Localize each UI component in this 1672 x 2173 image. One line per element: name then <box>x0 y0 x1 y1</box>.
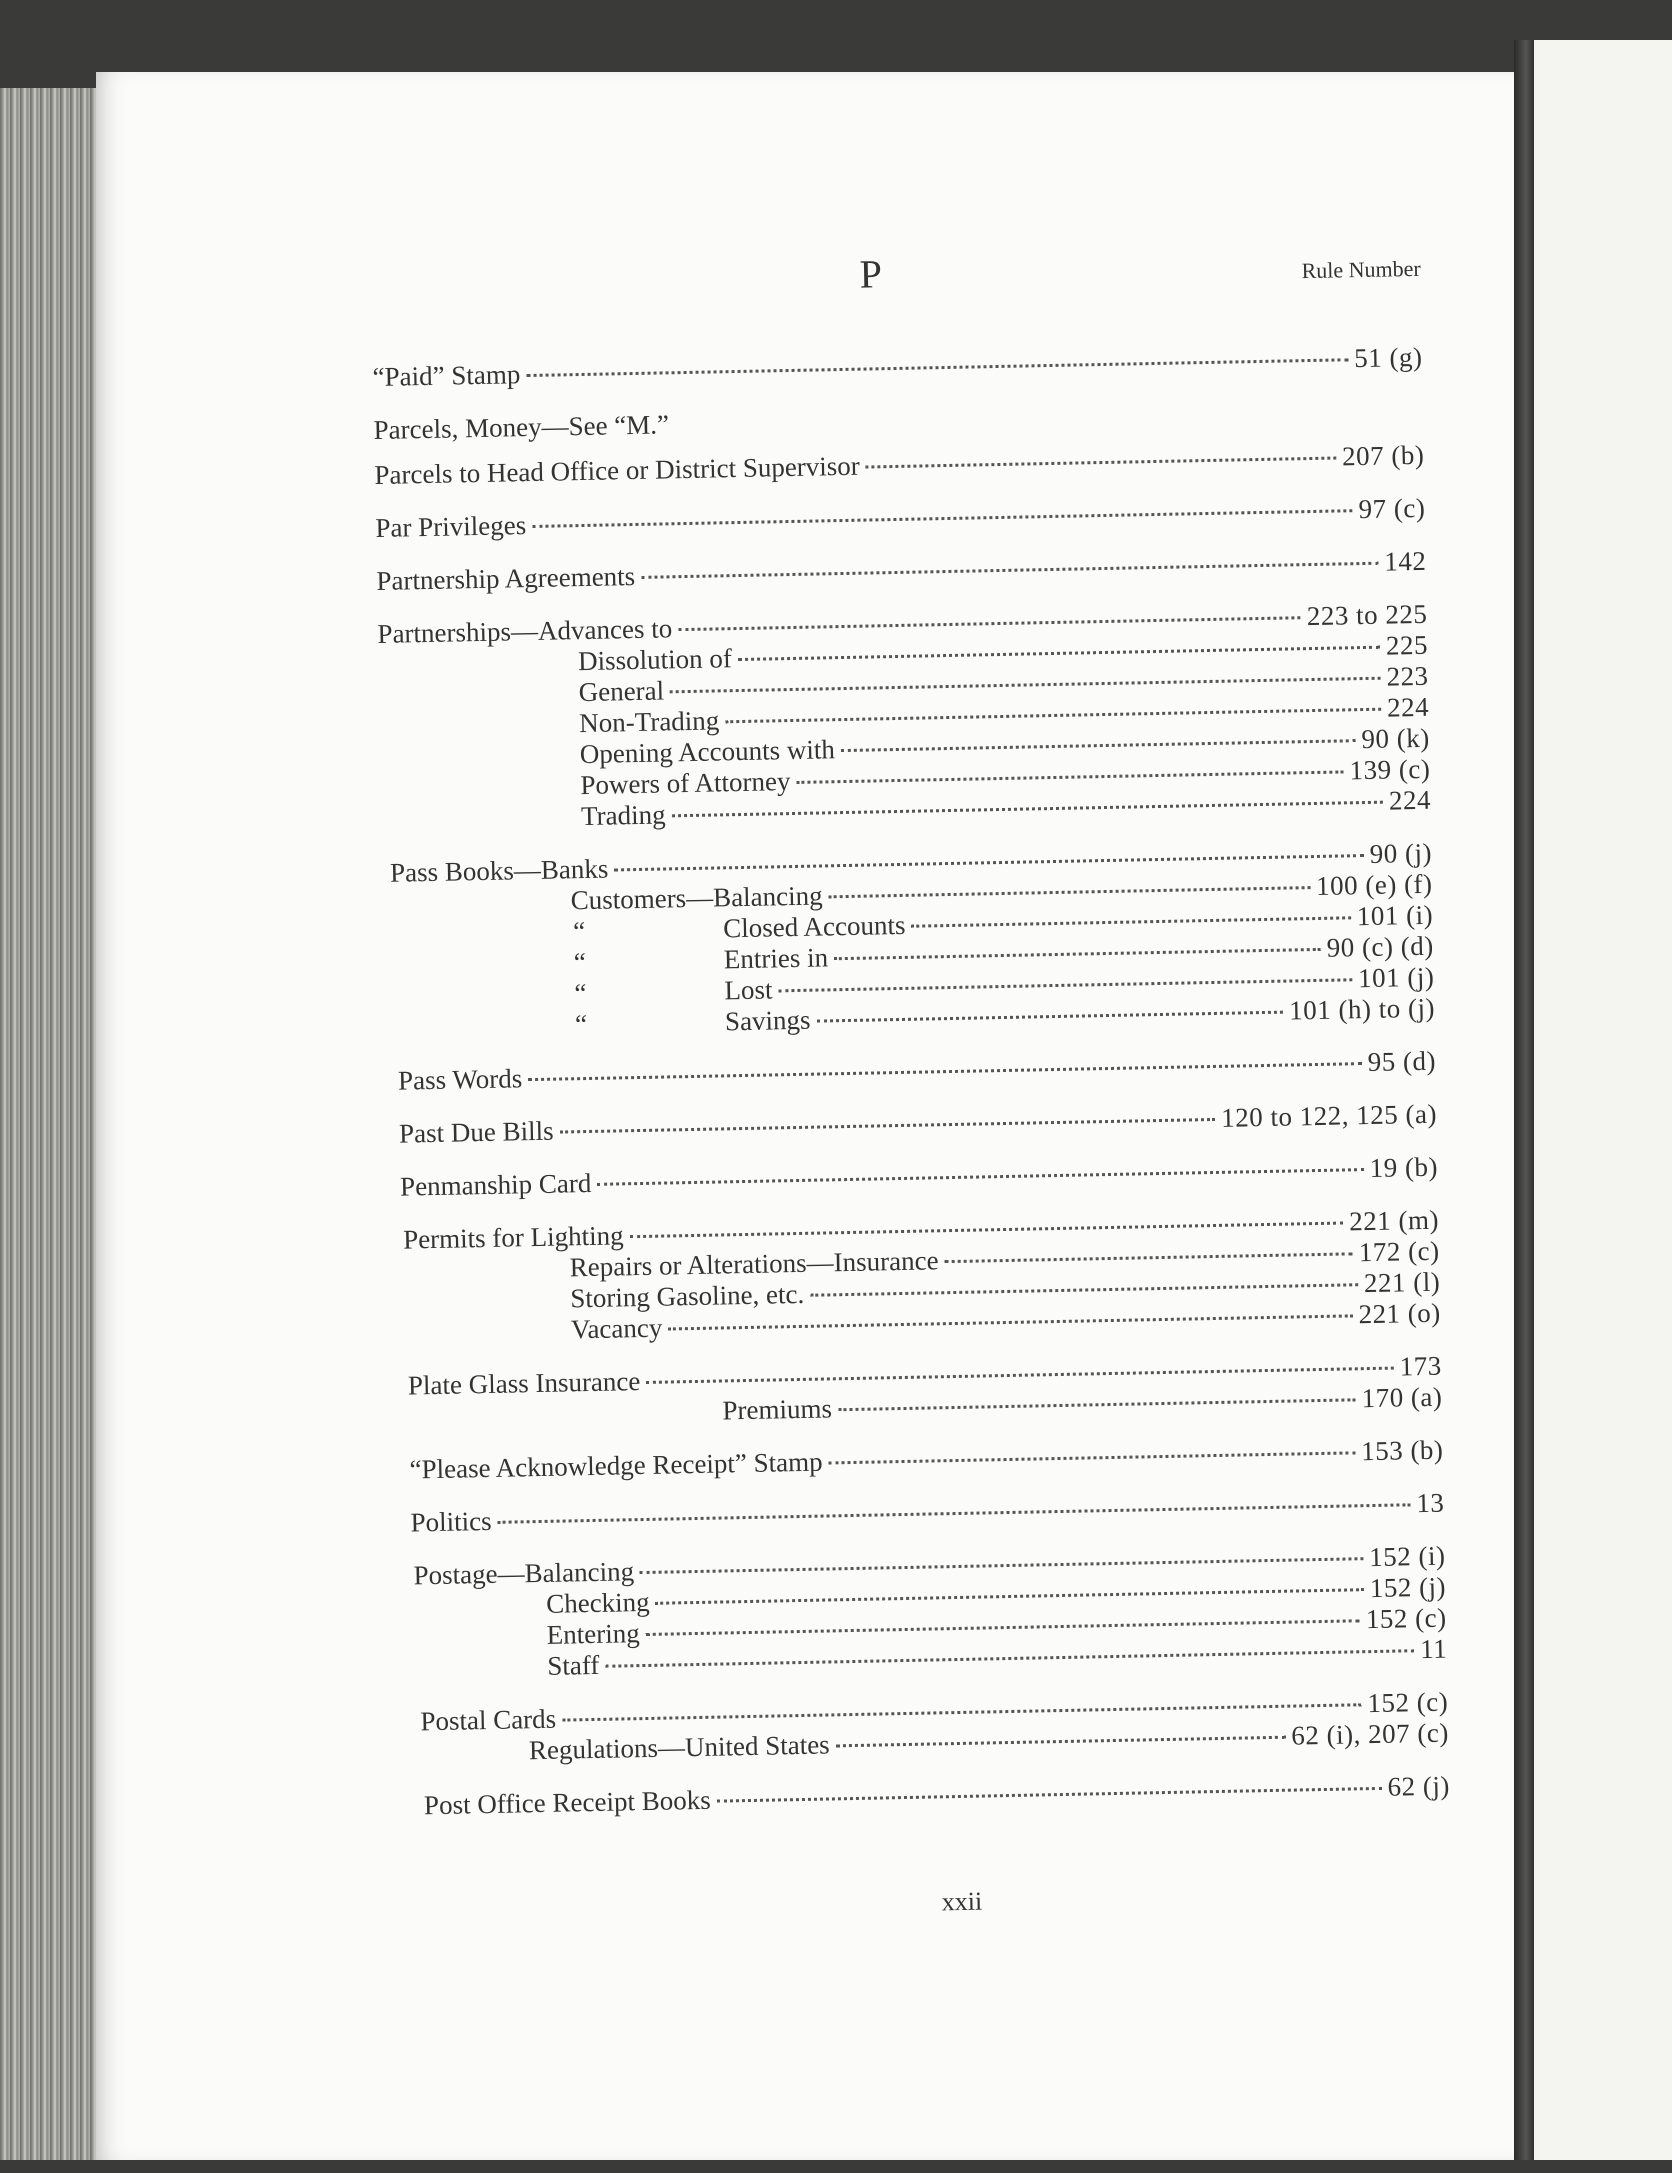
entry-subheading: Dissolution of <box>577 643 733 677</box>
entry-heading: Past Due Bills <box>398 1115 554 1149</box>
index-entry <box>388 1152 1438 1203</box>
page-content <box>77 58 1535 2173</box>
dot-leader <box>646 1367 1393 1384</box>
dot-leader <box>841 739 1356 752</box>
entry-subheading: Closed Accounts <box>722 909 906 944</box>
rule-number: 152 (c) <box>1365 1602 1447 1635</box>
entry-heading: Pass Words <box>397 1063 523 1096</box>
entry-heading: Partnerships— <box>377 615 539 649</box>
book-page <box>96 72 1514 2160</box>
dot-leader <box>678 616 1301 631</box>
entry-heading: “Paid” Stamp <box>372 359 521 392</box>
rule-number: 225 <box>1385 629 1429 661</box>
dot-leader <box>528 1062 1362 1081</box>
dot-leader <box>817 1011 1284 1023</box>
entry-heading: Penmanship Card <box>399 1167 592 1202</box>
entry-heading: Politics <box>410 1505 492 1538</box>
rule-number: 100 (e) (f) <box>1315 868 1433 901</box>
dot-leader <box>630 1222 1344 1239</box>
rule-number: 221 (m) <box>1348 1204 1440 1237</box>
index-entry <box>393 1435 1443 1486</box>
rule-number: 224 <box>1386 691 1430 723</box>
entry-heading: Postal <box>420 1704 494 1737</box>
entry-heading: Plate Glass Insurance <box>407 1366 641 1401</box>
dot-leader <box>810 1283 1358 1297</box>
dot-leader <box>562 1703 1361 1721</box>
entry-subheading: Powers of Attorney <box>580 766 791 801</box>
entry-subheading: Non-Trading <box>578 705 720 739</box>
dot-leader <box>834 948 1321 960</box>
entry-subheading: Savings <box>724 1004 811 1037</box>
entry-heading: Par Privileges <box>375 510 527 543</box>
ditto-mark: “ <box>574 978 587 1009</box>
dot-leader <box>945 1252 1353 1263</box>
ditto-mark: “ <box>574 1009 588 1040</box>
ditto-mark: “ <box>572 916 586 947</box>
rule-number: 152 (j) <box>1369 1571 1447 1604</box>
entry-subheading: Trading <box>580 799 666 832</box>
dot-leader <box>838 1398 1356 1411</box>
dot-leader <box>725 708 1381 724</box>
index-entry <box>375 493 1425 544</box>
dot-leader <box>532 509 1352 528</box>
dot-leader <box>646 1619 1360 1636</box>
entry-subheading: Storing Gasoline, etc. <box>570 1278 805 1314</box>
dot-leader <box>560 1118 1216 1134</box>
dot-leader <box>672 801 1383 818</box>
dot-leader <box>640 1557 1363 1574</box>
entry-subheading: Customers—Balancing <box>570 880 823 916</box>
rule-number: 11 <box>1419 1633 1448 1665</box>
column-header: Rule Number <box>1301 255 1421 284</box>
rule-number: 152 (c) <box>1367 1686 1449 1719</box>
rule-number: 152 (i) <box>1368 1540 1446 1573</box>
entry-subheading: Lighting <box>530 1220 624 1253</box>
page-gutter-shadow <box>1514 40 1534 2160</box>
dot-leader <box>778 978 1352 992</box>
rule-number: 95 (d) <box>1367 1045 1437 1078</box>
rule-number: 173 <box>1399 1350 1443 1382</box>
rule-number: 207 (b) <box>1341 439 1425 472</box>
rule-number: 172 (c) <box>1358 1235 1440 1268</box>
dot-leader <box>656 1588 1364 1605</box>
entry-subheading: General <box>578 675 665 708</box>
dot-leader <box>597 1168 1363 1186</box>
dot-leader <box>866 457 1336 469</box>
rule-number: 101 (h) to (j) <box>1288 992 1436 1026</box>
entry-heading: “Please Acknowledge Receipt” Stamp <box>409 1446 823 1485</box>
dot-leader <box>717 1787 1382 1803</box>
entry-subheading: Banks <box>540 853 609 885</box>
rule-number: 153 (b) <box>1360 1434 1444 1467</box>
entry-heading: Partnership Agreements <box>376 560 636 596</box>
index-entry <box>386 1046 1436 1097</box>
rule-number: 224 <box>1388 784 1432 816</box>
rule-number: 101 (i) <box>1356 899 1434 932</box>
ditto-mark: “ <box>573 947 587 978</box>
entry-heading: Permits for <box>402 1222 531 1255</box>
dot-leader <box>829 886 1311 898</box>
entry-heading: Pass Books— <box>389 854 542 888</box>
rule-number: 90 (k) <box>1361 722 1430 755</box>
dot-leader <box>796 770 1343 784</box>
rule-number: 223 <box>1386 660 1429 692</box>
rule-number: 19 (b) <box>1369 1151 1439 1184</box>
facing-page-edge <box>1534 40 1672 2160</box>
entry-subheading: Checking <box>545 1586 650 1619</box>
dot-leader <box>670 677 1380 694</box>
rule-number: 51 (g) <box>1353 341 1423 374</box>
rule-number: 142 <box>1384 545 1427 577</box>
index-entry <box>376 546 1426 597</box>
section-letter: P <box>859 251 883 297</box>
entry-subheading: Cards <box>492 1703 557 1735</box>
entry-subheading: Advances to <box>537 613 673 646</box>
dot-leader <box>605 1649 1414 1668</box>
dot-leader <box>498 1503 1411 1524</box>
entry-subheading: Premiums <box>722 1393 833 1426</box>
index-entry <box>400 1771 1450 1822</box>
rule-number: 223 to 225 <box>1306 598 1428 632</box>
entry-subheading: Entries in <box>723 942 829 975</box>
dot-leader <box>738 646 1380 661</box>
dot-leader <box>641 562 1378 579</box>
index-entry <box>373 395 1423 446</box>
rule-number: 13 <box>1416 1487 1445 1519</box>
index-entry <box>374 440 1424 491</box>
entry-subheading: Vacancy <box>570 1312 663 1345</box>
entry-subheading: Staff <box>547 1649 600 1681</box>
rule-number: 221 (l) <box>1363 1266 1441 1299</box>
rule-number: 139 (c) <box>1349 753 1431 786</box>
entry-heading: Parcels, Money—See “M.” <box>373 409 670 445</box>
dot-leader <box>911 916 1350 927</box>
rule-number: 221 (o) <box>1358 1297 1442 1330</box>
rule-number: 101 (j) <box>1357 961 1435 994</box>
rule-number: 170 (a) <box>1361 1381 1443 1414</box>
entry-heading: Parcels to Head Office or District Supervisor <box>374 450 861 490</box>
entry-subheading: Lost <box>724 974 773 1006</box>
dot-leader <box>668 1314 1352 1330</box>
page-number: xxii <box>941 1886 983 1917</box>
dot-leader <box>614 854 1363 871</box>
entry-subheading: Regulations—United States <box>528 1729 830 1766</box>
dot-leader <box>829 1451 1356 1464</box>
entry-heading: Post Office Receipt Books <box>423 1784 711 1821</box>
rule-number: 90 (j) <box>1369 837 1433 869</box>
entry-subheading: Balancing <box>524 1556 635 1589</box>
index-entry <box>372 342 1422 393</box>
index-entry <box>387 1099 1437 1150</box>
dot-leader <box>526 358 1348 377</box>
entry-subheading: Opening Accounts with <box>579 734 836 770</box>
entry-heading: Postage— <box>413 1558 525 1591</box>
rule-number: 62 (i), 207 (c) <box>1291 1717 1450 1751</box>
index-entry <box>394 1488 1444 1539</box>
rule-number: 97 (c) <box>1358 492 1426 525</box>
rule-number: 62 (j) <box>1387 1770 1451 1802</box>
entry-subheading: Repairs or Alterations—Insurance <box>569 1245 939 1283</box>
rule-number: 120 to 122, 125 (a) <box>1220 1098 1438 1133</box>
rule-number: 90 (c) (d) <box>1326 930 1434 963</box>
entry-subheading: Entering <box>546 1618 641 1650</box>
dot-leader <box>836 1736 1286 1748</box>
index-list <box>372 342 1450 1822</box>
